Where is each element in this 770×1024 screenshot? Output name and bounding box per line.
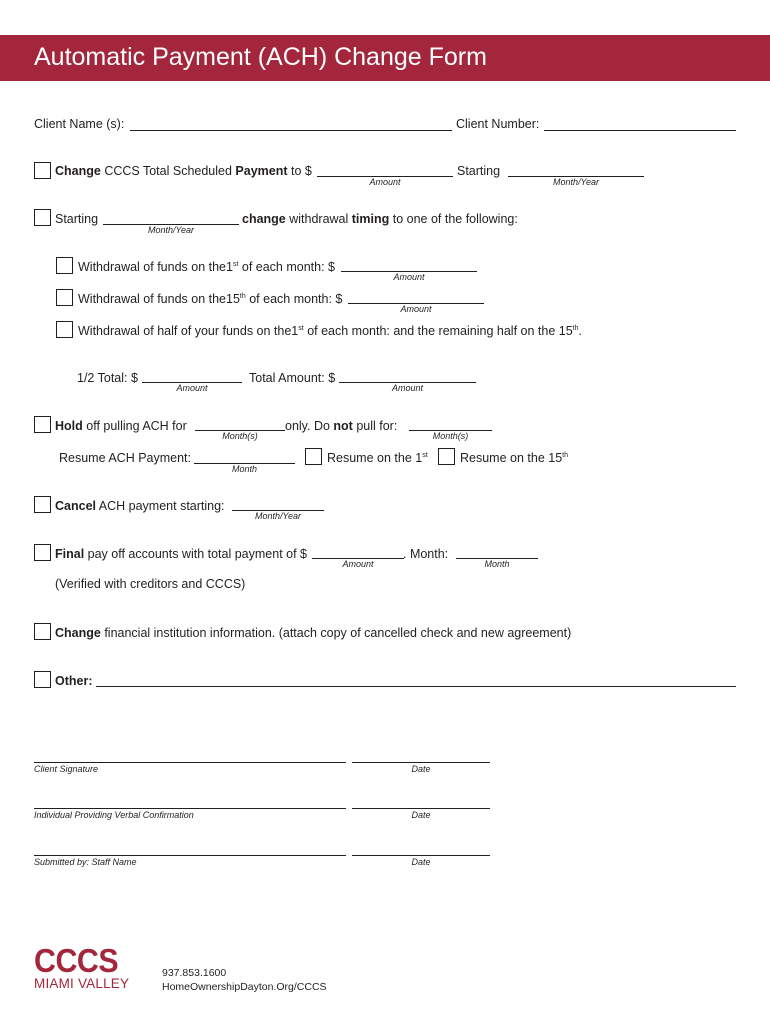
resume-15th-label: Resume on the 15th — [460, 451, 568, 465]
header-banner — [0, 35, 770, 81]
client-number-field[interactable] — [544, 130, 736, 131]
amount-caption: Amount — [400, 304, 432, 314]
verbal-confirmation-caption: Individual Providing Verbal Confirmation — [34, 810, 194, 820]
cancel-label: Cancel ACH payment starting: — [55, 499, 225, 513]
cancel-checkbox[interactable] — [34, 496, 51, 513]
cccs-logo-subtitle: MIAMI VALLEY — [34, 976, 130, 991]
verbal-confirmation-line[interactable] — [34, 808, 346, 809]
amount-caption: Amount — [176, 383, 208, 393]
timing-label: change withdrawal timing to one of the following: — [242, 212, 518, 226]
client-signature-caption: Client Signature — [34, 764, 99, 774]
change-institution-checkbox[interactable] — [34, 623, 51, 640]
month-caption: Month — [231, 464, 257, 474]
final-label: Final pay off accounts with total payment of $ — [55, 547, 307, 561]
staff-date-line[interactable] — [352, 855, 490, 856]
final-month-label: . Month: — [403, 547, 449, 561]
change-payment-checkbox[interactable] — [34, 162, 51, 179]
date-caption: Date — [411, 764, 431, 774]
date-caption: Date — [411, 810, 431, 820]
hold-label: Hold off pulling ACH for — [55, 419, 187, 433]
staff-name-line[interactable] — [34, 855, 346, 856]
amount-caption: Amount — [393, 272, 425, 282]
date-caption: Date — [411, 857, 431, 867]
months-caption: Month(s) — [222, 431, 258, 441]
verified-note: (Verified with creditors and CCCS) — [55, 577, 246, 591]
month-year-caption: Month/Year — [254, 511, 302, 521]
month-year-caption: Month/Year — [552, 177, 600, 187]
month-caption: Month — [484, 559, 510, 569]
website-url: HomeOwnershipDayton.Org/CCCS — [162, 981, 327, 993]
resume-1st-checkbox[interactable] — [305, 448, 322, 465]
option-15th-checkbox[interactable] — [56, 289, 73, 306]
client-signature-line[interactable] — [34, 762, 346, 763]
total-amount-label: Total Amount: $ — [249, 371, 336, 385]
do-not-pull-label: only. Do not pull for: — [285, 419, 398, 433]
hold-checkbox[interactable] — [34, 416, 51, 433]
option-half-label: Withdrawal of half of your funds on the1st of each month: and the remaining half on the 15th. — [78, 324, 582, 338]
amount-caption: Amount — [369, 177, 401, 187]
other-field[interactable] — [96, 686, 736, 687]
resume-label: Resume ACH Payment: — [59, 451, 191, 465]
verbal-date-line[interactable] — [352, 808, 490, 809]
change-payment-label: Change CCCS Total Scheduled Payment to $ — [55, 164, 312, 178]
option-15th-label: Withdrawal of funds on the15th of each month: $ — [78, 292, 343, 306]
months-caption: Month(s) — [432, 431, 469, 441]
form-title: Automatic Payment (ACH) Change Form — [34, 43, 487, 71]
phone-number: 937.853.1600 — [162, 967, 227, 979]
month-year-caption: Month/Year — [147, 225, 195, 235]
timing-starting-label: Starting — [55, 212, 99, 226]
final-checkbox[interactable] — [34, 544, 51, 561]
client-number-label: Client Number: — [456, 117, 540, 131]
change-timing-checkbox[interactable] — [34, 209, 51, 226]
option-1st-checkbox[interactable] — [56, 257, 73, 274]
option-1st-label: Withdrawal of funds on the1st of each month: $ — [78, 260, 335, 274]
amount-caption: Amount — [391, 383, 424, 393]
client-name-label: Client Name (s): — [34, 117, 125, 131]
other-checkbox[interactable] — [34, 671, 51, 688]
client-name-field[interactable] — [130, 130, 452, 131]
staff-name-caption: Submitted by: Staff Name — [34, 857, 137, 867]
option-half-checkbox[interactable] — [56, 321, 73, 338]
cccs-logo: CCCS — [34, 942, 119, 979]
change-institution-label: Change financial institution information. (attach copy of cancelled check and new agreement) — [55, 626, 572, 640]
client-signature-date-line[interactable] — [352, 762, 490, 763]
amount-caption: Amount — [342, 559, 374, 569]
resume-15th-checkbox[interactable] — [438, 448, 455, 465]
other-label: Other: — [55, 674, 93, 688]
half-total-label: 1/2 Total: $ — [77, 371, 138, 385]
starting-label: Starting — [457, 164, 501, 178]
resume-1st-label: Resume on the 1st — [327, 451, 428, 465]
